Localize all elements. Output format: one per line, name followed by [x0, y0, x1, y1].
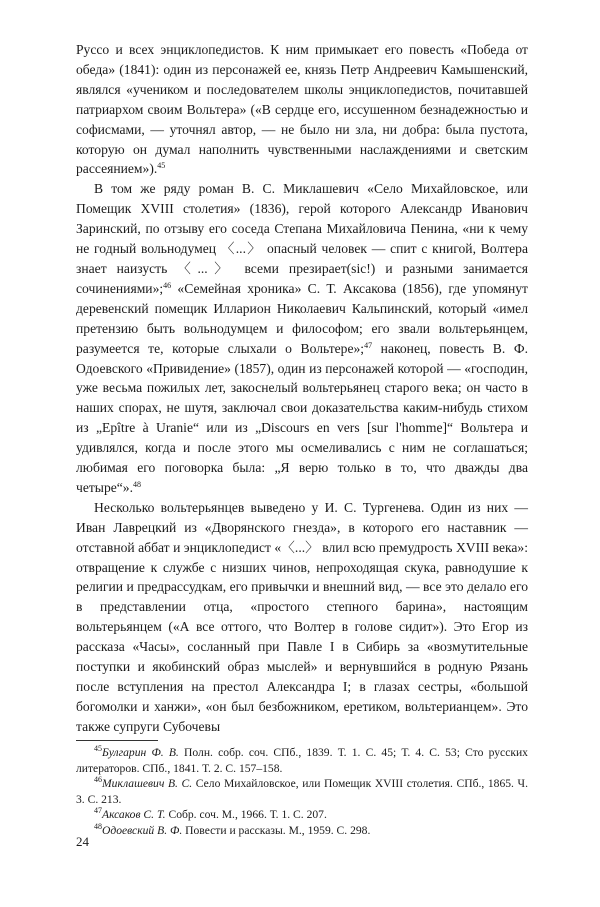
footnote-number: 47 [94, 806, 102, 815]
text-run: Руссо и всех энциклопедистов. К ним примыкает его повесть «Победа от обеда» (1841): один из персонажей ее, князь Петр Андреевич Камышенский, являлся «учеником и последователем школы энциклопедистов, почитавшей патриархом своим Вольтера» («В сердце его, иссушенном безнадежностью и софисмами, — уточнял автор, — не было ни зла, ни добра: была пустота, которую он думал наполнить чувственными наслаждениями и светским рассеянием»). [76, 42, 528, 177]
footnote-number: 46 [94, 775, 102, 784]
footnote-author: Одоевский В. Ф. [102, 823, 183, 837]
text-run: Несколько вольтерьянцев выведено у И. С. Тургенева. Один из них — Иван Лаврецкий из «Дворянского гнезда», в которого его наставник — отставной аббат и энциклопедист «〈...〉 влил всю премудрость XVIII века»: отвращение к службе с низших чинов, непроходящая скука, равнодушие к религии и предрассудкам, его привычки и внешний вид, — все это делало его в представлении отца, «простого степного барина», настоящим вольтерьянцем («А все оттого, что Волтер в голове сидит»). Это Егор из рассказа «Часы», сосланный при Павле I в Сибирь за «возмутительные поступки и якобинский образ мыслей» и вернувшийся в родную Рязань после вступления на престол Александра I; в глазах сестры, «большой богомолки и ханжи», «он был безбожником, еретиком, вольтерианцем». Это также супруги Субочевы [76, 499, 528, 734]
footnote [76, 807, 528, 823]
footnote-text: Полн. собр. соч. СПб., 1839. Т. 1. С. 45; Т. 4. С. 53; Сто русских литераторов. СПб., 1841. Т. 2. С. 157–158. [76, 746, 528, 775]
footnote-author: Миклашевич В. С. [102, 777, 193, 790]
footnote [76, 823, 528, 839]
paragraph [76, 498, 528, 737]
main-text [76, 40, 528, 737]
paragraph [76, 179, 528, 498]
footnote-author: Аксаков С. Т. [102, 808, 166, 821]
footnote-number: 48 [94, 821, 102, 831]
footnote-divider [76, 740, 158, 741]
paragraph [76, 40, 528, 179]
footnote-text: Село Михайловское, или Помещик XVIII столетия. СПб., 1865. Ч. 3. С. 213. [76, 777, 528, 806]
footnote-number: 45 [94, 744, 102, 753]
footnotes [76, 745, 528, 838]
footnote-text: Повести и рассказы. М., 1959. С. 298. [182, 823, 371, 837]
footnote [76, 776, 528, 807]
footnote [76, 745, 528, 776]
text-run: наконец, повесть В. Ф. Одоевского «Привидение» (1857), один из персонажей которой — «господин, уже весьма пожилых лет, закоснелый вольтерьянец старого века; он часто в наших спорах, не шутя, заключал свои доказательства каким-нибудь стихом из „Epître à Uranie“ или из „Discours en vers [sur l'homme]“ Вольтера и удивлялся, когда и после этого мы осмеливались с ним не соглашаться; любимая его поговорка была: „Я верю только в то, что дважды два четыре“». [76, 340, 528, 495]
footnote-ref[interactable]: 48 [133, 479, 142, 489]
text-run: В том же ряду роман В. С. Миклашевич «Село Михайловское, или Помещик XVIII столетия» (1836), герой которого Александр Иванович Заринский, по отзыву его соседа Степана Михайловича Пенина, «ни к чему не годный вольнодумец 〈...〉 опасный человек — спит с книгой, Волтера знает наизусть 〈...〉 всеми презирает(sic!) и разными занимается сочинениями»; [76, 181, 528, 296]
footnote-ref[interactable]: 45 [157, 161, 166, 171]
footnote-ref[interactable]: 47 [364, 340, 373, 350]
page-number: 24 [76, 834, 89, 849]
text-run: «Семейная хроника» С. Т. Аксакова (1856), где упомянут деревенский помещик Илларион Николаевич Кальпинский, который «имел претензию быть вольнодумцем и философом; его звали вольтерьянцем, разумеется те, которые слыхали о Вольтере»; [76, 280, 528, 356]
footnote-ref[interactable]: 46 [163, 280, 172, 290]
footnote-text: Собр. соч. М., 1966. Т. 1. С. 207. [165, 808, 327, 821]
footnote-author: Булгарин Ф. В. [102, 746, 179, 759]
